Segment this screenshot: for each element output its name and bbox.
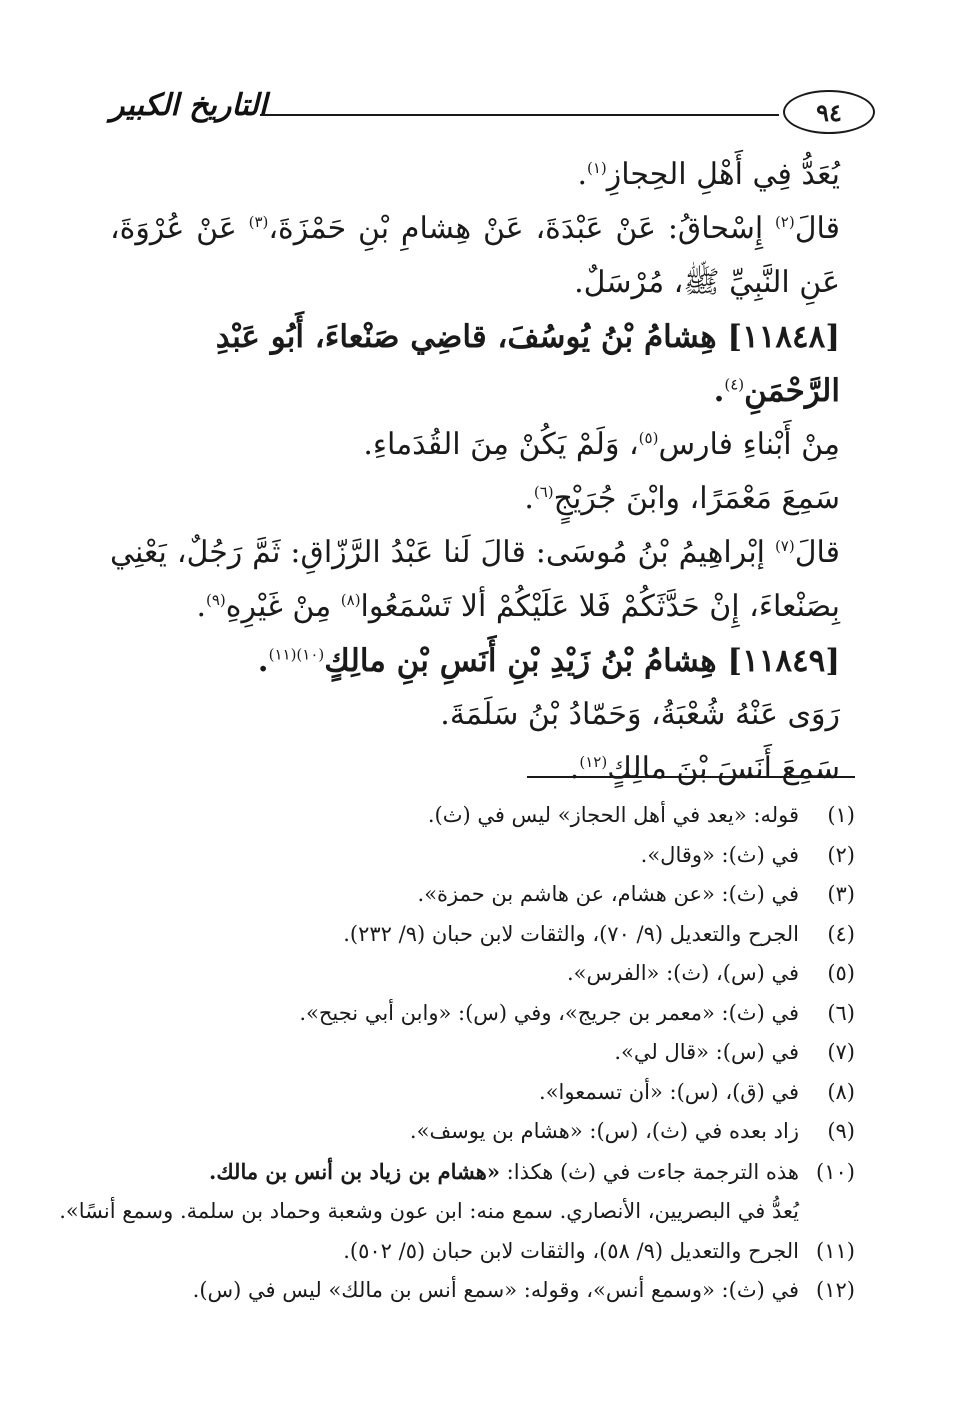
footnote-ref[interactable]: (٥) (638, 429, 659, 447)
entry-heading-11849: [١١٨٤٩] هِشامُ بْنُ زَيْدِ بْنِ أَنَسِ بْنِ مالِكٍ$^{(١٠)(١١)}$. (257, 643, 840, 679)
footnote-number: (٦) (827, 1000, 855, 1025)
footnote-number: (٢) (827, 842, 855, 867)
footnote-separator (527, 776, 855, 778)
page-number: ٩٤ (783, 90, 875, 134)
footnote-12: (١٢)في (ث): «وسمع أنس»، وقوله: «سمع أنس بن مالك» ليس في (س). (110, 1271, 855, 1311)
footnote-2: (٢)في (ث): «وقال». (110, 836, 855, 876)
footnote-6: (٦)في (ث): «معمر بن جريج»، وفي (س): «وابن أبي نجيح». (110, 994, 855, 1034)
text-paragraph: قالَ$^{(٢)}$ إِسْحاقُ: عَنْ عَبْدَةَ، عَنْ هِشامِ بْنِ حَمْزَةَ،$^{(٣)}$ عَنْ عُرْوَةَ، عَنِ النَّبِيِّ ﷺ، مُرْسَلٌ. (110, 211, 840, 300)
footnote-3: (٣)في (ث): «عن هشام، عن هاشم بن حمزة». (110, 875, 855, 915)
footnote-1: (١)قوله: «يعد في أهل الحجاز» ليس في (ث). (110, 796, 855, 836)
footnote-10-continuation: يُعدُّ في البصريين، الأنصاري. سمع منه: ابن عون وشعبة وحماد بن سلمة. وسمع أنسًا». (59, 1199, 799, 1223)
footnote-number: (١١) (816, 1238, 855, 1263)
footnote-number: (٩) (827, 1119, 855, 1143)
text-line: مِنْ أَبْناءِ فارس$^{(٥)}$، وَلَمْ يَكُنْ مِنَ القُدَماءِ. (363, 427, 840, 462)
entry-name: هِشامُ بْنُ يُوسُفَ، قاضِي صَنْعاءَ، أَبُو عَبْدِ الرَّحْمَنِ (215, 319, 840, 409)
footnote-5: (٥)في (س)، (ث): «الفرس». (110, 954, 855, 994)
text-line: رَوَى عَنْهُ شُعْبَةُ، وَحَمّادُ بْنُ سَلَمَةَ. (440, 697, 840, 732)
page-header (110, 84, 875, 140)
footnote-number: (٥) (827, 961, 855, 985)
header-rule (260, 114, 779, 116)
footnote-10: (١٠)هذه الترجمة جاءت في (ث) هكذا: «هشام بن زياد بن أنس بن مالك. (110, 1152, 855, 1193)
entry-number: [١١٨٤٩] (727, 643, 840, 679)
footnote-ref[interactable]: (٤) (724, 375, 745, 394)
footnote-ref[interactable]: (٦) (533, 483, 554, 501)
entry-heading-11848: [١١٨٤٨] هِشامُ بْنُ يُوسُفَ، قاضِي صَنْعاءَ، أَبُو عَبْدِ الرَّحْمَنِ$^{(٤)}$. (215, 319, 840, 409)
footnote-number: (٨) (827, 1079, 855, 1104)
footnote-ref[interactable]: (٢) (774, 213, 795, 231)
footnote-number: (١٢) (816, 1278, 855, 1302)
footnote-number: (٤) (827, 921, 855, 946)
footnote-ref[interactable]: (١) (586, 159, 607, 177)
footnote-ref[interactable]: (٩) (205, 591, 226, 609)
footnote-number: (٣) (827, 882, 855, 906)
footnote-ref[interactable]: (٣) (248, 213, 269, 231)
footnotes (59, 796, 855, 1311)
footnote-number: (١٠) (816, 1159, 855, 1184)
text-line: يُعَدُّ فِي أَهْلِ الحِجازِ$^{(١)}$. (577, 157, 840, 192)
footnote-8: (٨)في (ق)، (س): «أن تسمعوا». (110, 1073, 855, 1113)
footnote-4: (٤)الجرح والتعديل (٩/ ٧٠)، والثقات لابن حبان (٩/ ٢٣٢). (110, 915, 855, 955)
footnote-11: (١١)الجرح والتعديل (٩/ ٥٨)، والثقات لابن حبان (٥/ ٥٠٢). (110, 1232, 855, 1272)
main-text (110, 148, 840, 796)
entry-number: [١١٨٤٨] (727, 319, 840, 355)
text-paragraph: قالَ$^{(٧)}$ إبْراهِيمُ بْنُ مُوسَى: قالَ لَنا عَبْدُ الرَّزّاقِ: ثَمَّ رَجُلٌ، يَعْنِي بِصَنْعاءَ، إِنْ حَدَّثَكُمْ فَلا عَلَيْكُمْ ألا تَسْمَعُوا$^{(٨)}$ مِنْ غَيْرِهِ$^{(٩)}$. (110, 535, 840, 624)
footnote-ref[interactable]: (١٠)(١١) (268, 645, 325, 664)
footnote-ref[interactable]: (٨) (340, 591, 361, 609)
footnote-number: (٧) (827, 1040, 855, 1064)
footnote-number: (١) (827, 803, 855, 827)
footnote-ref[interactable]: (١٢) (579, 753, 608, 771)
entry-name: هِشامُ بْنُ زَيْدِ بْنِ أَنَسِ بْنِ مالِكٍ (324, 643, 728, 679)
footnote-ref[interactable]: (٧) (774, 537, 795, 555)
footnote-7: (٧)في (س): «قال لي». (110, 1033, 855, 1073)
text-line: سَمِعَ مَعْمَرًا، وابْنَ جُرَيْجٍ$^{(٦)}$. (524, 481, 840, 516)
text-line: سَمِعَ أَنَسَ بْنَ مالِكٍ$^{(١٢)}$. (569, 751, 840, 786)
running-title: التاريخ الكبير (110, 88, 268, 123)
footnote-9: (٩)زاد بعده في (ث)، (س): «هشام بن يوسف». (110, 1112, 855, 1152)
